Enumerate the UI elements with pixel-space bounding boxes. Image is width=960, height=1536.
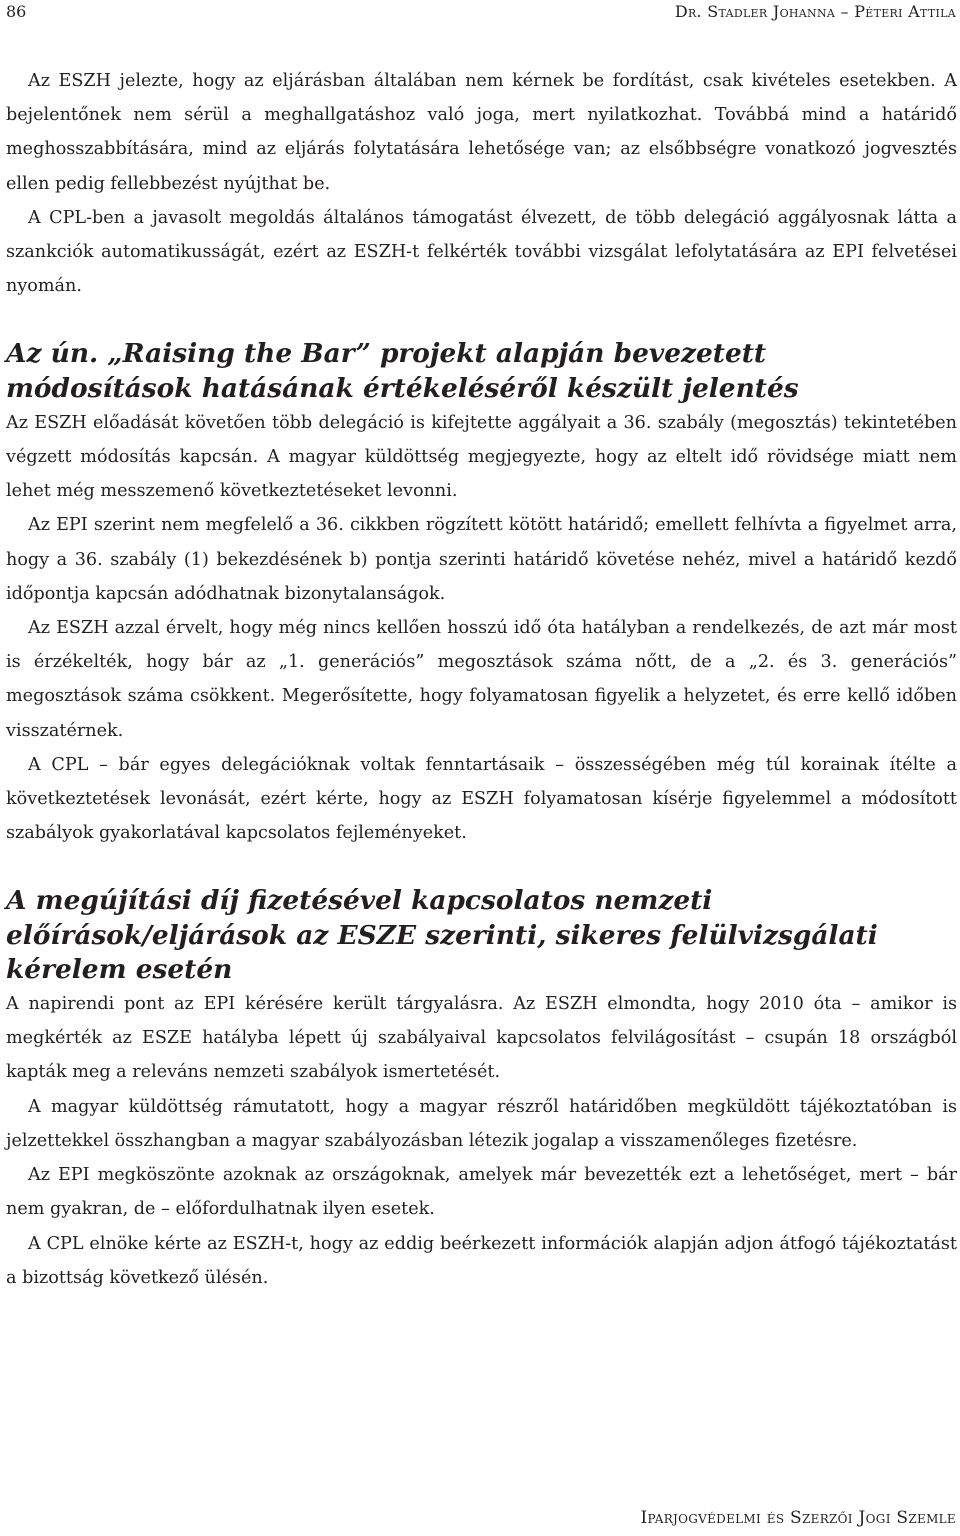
paragraph: Az ESZH azzal érvelt, hogy még nincs kellően hosszú idő óta hatályban a rendelkezés, de azt már most is érzékelték, hogy bár az „1. generációs” megosztások száma nőtt, de a „2. és 3. generációs” megosztások száma csökkent. Megerősítette, hogy folyamatosan figyelik a helyzetet, és erre kellő időben visszatérnek. xyxy=(6,618,957,741)
paragraph: Az EPI megköszönte azoknak az országoknak, amelyek már bevezették ezt a lehetőséget, mert – bár nem gyakran, de – előfordulhatnak ilyen esetek. xyxy=(6,1165,957,1220)
running-head-authors: Dr. Stadler Johanna – Péteri Attila xyxy=(674,2,956,21)
paragraph: Az ESZH előadását követően több delegáció is kifejtette aggályait a 36. szabály (megosztás) tekintetében végzett módosítás kapcsán. A magyar küldöttség megjegyezte, hogy az eltelt idő rövidsége miatt nem lehet még messzemenő következtetéseket levonni. xyxy=(6,412,957,502)
paragraph: A CPL – bár egyes delegációknak voltak fenntartásaik – összességében még túl korainak ítélte a következtetések levonását, ezért kérte, hogy az ESZH folyamatosan kísérje figyelemmel a módosított szabályok gyakorlatával kapcsolatos fejleményeket. xyxy=(6,754,957,844)
paragraph: Az EPI szerint nem megfelelő a 36. cikkben rögzített kötött határidő; emellett felhívta a figyelmet arra, hogy a 36. szabály (1) bekezdésének b) pontja szerinti határidő követése nehéz, mivel a határidő kezdő időpontja kapcsán adódhatnak bizonytalanságok. xyxy=(6,515,957,604)
page-number: 86 xyxy=(6,2,27,21)
journal-footer: Iparjogvédelmi és Szerzői Jogi Szemle xyxy=(640,1508,956,1528)
paragraph: Az ESZH jelezte, hogy az eljárásban általában nem kérnek be fordítást, csak kivételes esetekben. A bejelentőnek nem sérül a meghallgatáshoz való joga, mert nyilatkozhat. Továbbá mind a határidő meghosszabbítására, mind az eljárás folytatására lehetősége van; az elsőbbségre vonatkozó jogvesztés ellen pedig fellebbezést nyújthat be. xyxy=(6,71,957,194)
article-body xyxy=(6,64,957,1295)
section-heading: Az ún. „Raising the Bar” projekt alapján bevezetett módosítások hatásának értékeléséről készült jelentés xyxy=(6,338,799,404)
running-head xyxy=(0,0,960,26)
section-heading: A megújítási díj fizetésével kapcsolatos nemzeti előírások/eljárások az ESZE szerinti, sikeres felülvizsgálati kérelem esetén xyxy=(6,885,878,985)
paragraph: A magyar küldöttség rámutatott, hogy a magyar részről határidőben megküldött tájékoztatóban is jelzettekkel összhangban a magyar szabályozásban létezik jogalap a visszamenőleges fizetésre. xyxy=(6,1096,957,1151)
paragraph: A CPL elnöke kérte az ESZH-t, hogy az eddig beérkezett információk alapján adjon átfogó tájékoztatást a bizottság következő ülésén. xyxy=(6,1233,957,1288)
paragraph: A napirendi pont az EPI kérésére került tárgyalásra. Az ESZH elmondta, hogy 2010 óta – amikor is megkérték az ESZE hatályba lépett új szabályaival kapcsolatos felvilágosítást – csupán 18 országból kapták meg a releváns nemzeti szabályok ismertetését. xyxy=(6,994,957,1083)
paragraph: A CPL-ben a javasolt megoldás általános támogatást élvezett, de több delegáció aggályosnak látta a szankciók automatikusságát, ezért az ESZH-t felkérték további vizsgálat lefolytatására az EPI felvetései nyomán. xyxy=(6,207,957,297)
section-spacer xyxy=(6,303,957,337)
section-spacer xyxy=(6,850,957,884)
